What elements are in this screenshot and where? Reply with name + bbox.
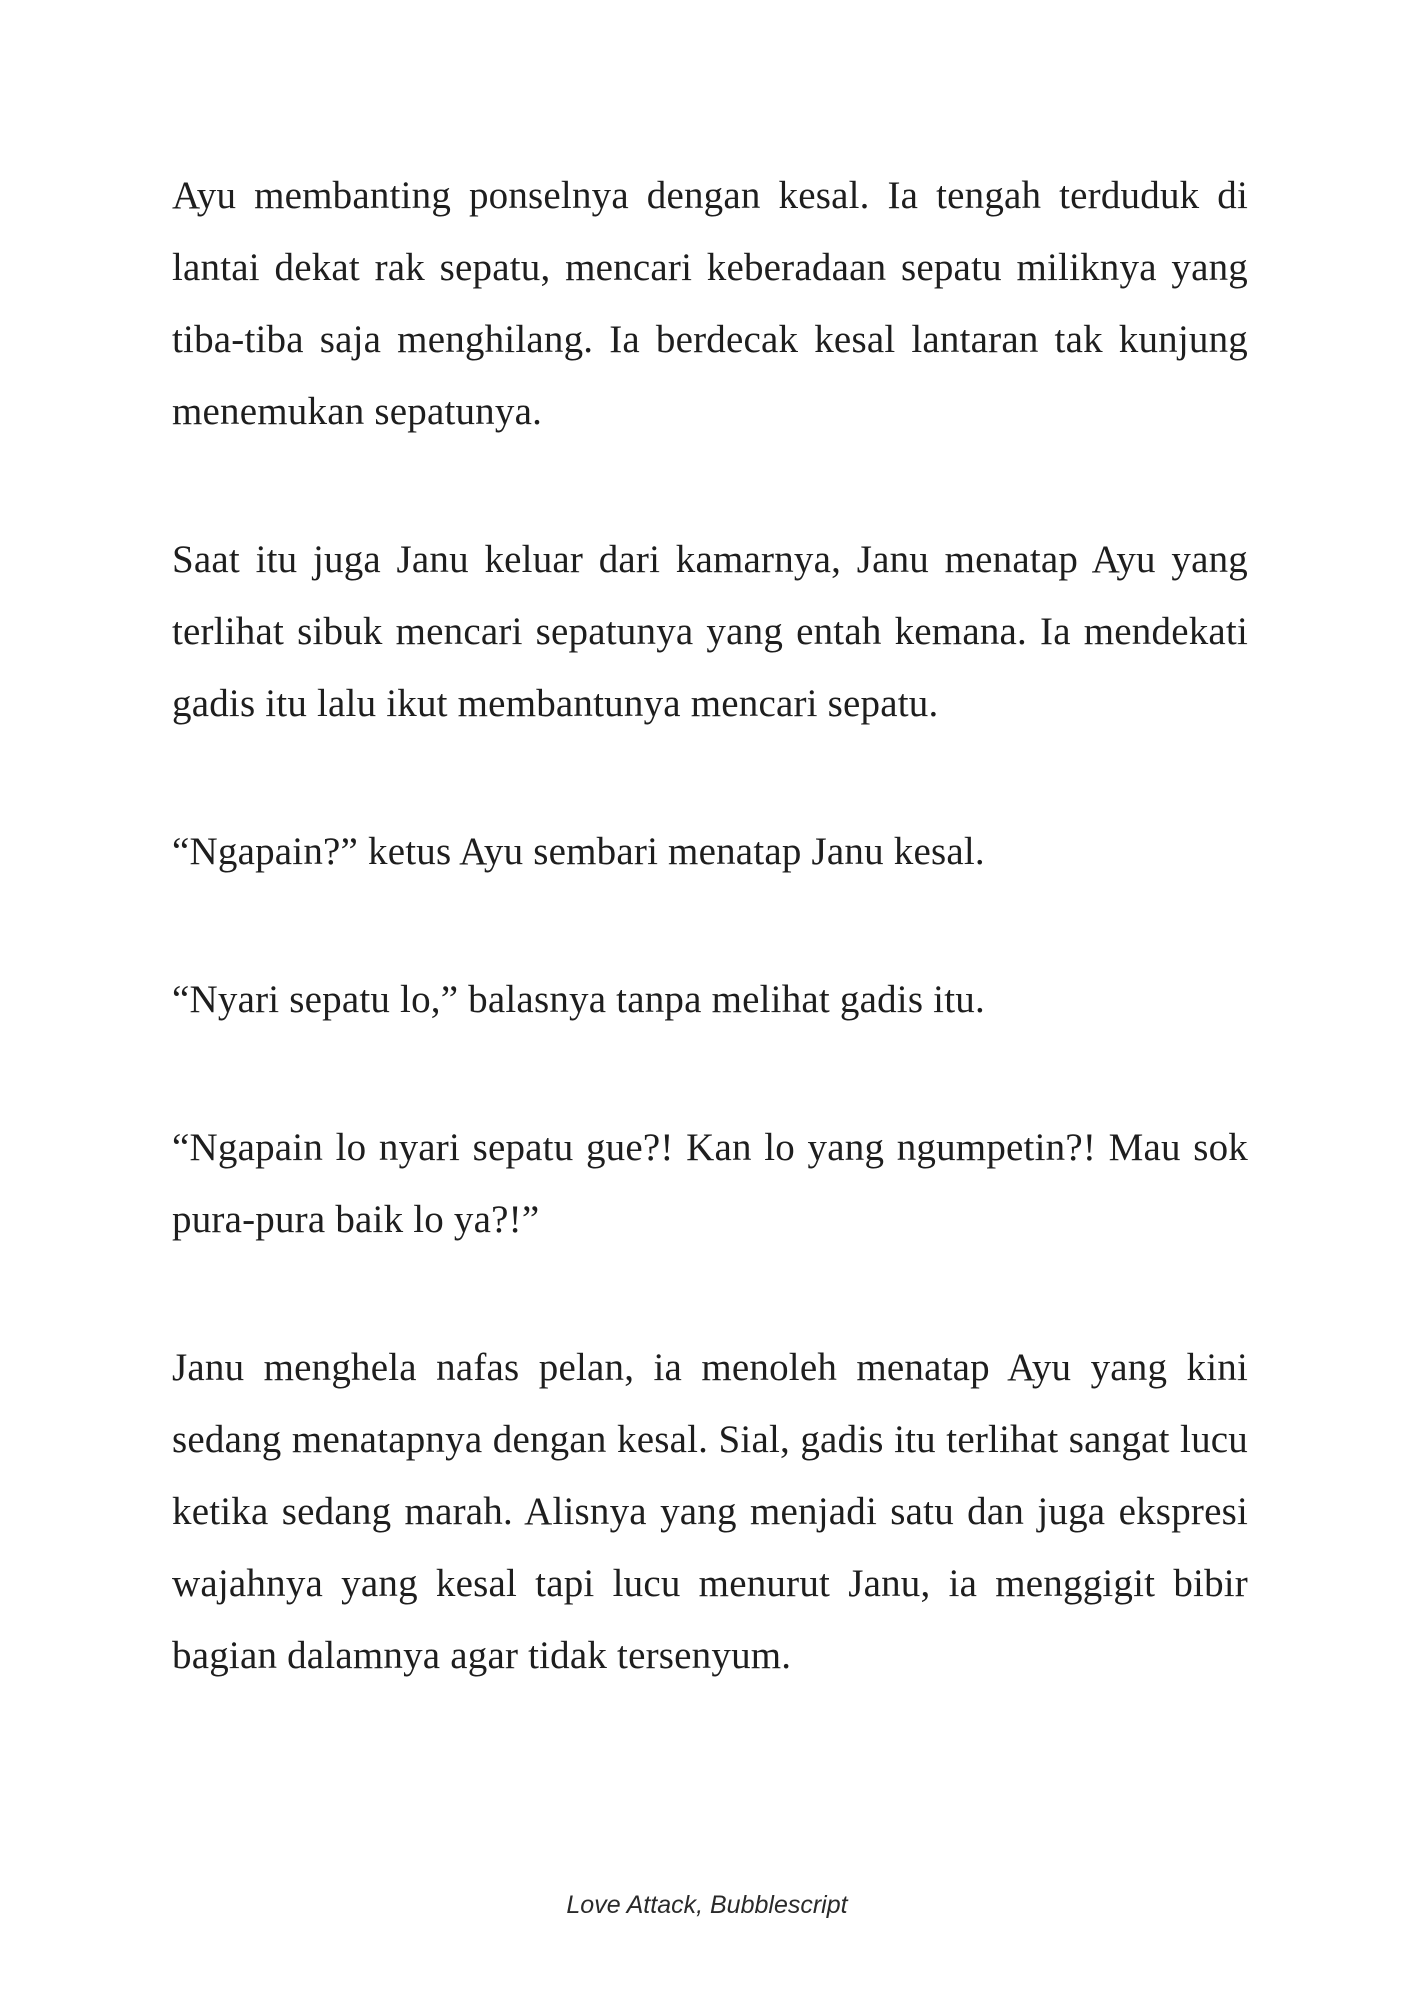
paragraph-2: Saat itu juga Janu keluar dari kamarnya, Janu menatap Ayu yang terlihat sibuk mencari sepatunya yang entah kemana. Ia mendekati gadis itu lalu ikut membantunya mencari sepatu.	[172, 538, 1248, 725]
paragraph-1: Ayu membanting ponselnya dengan kesal. Ia tengah terduduk di lantai dekat rak sepatu, mencari keberadaan sepatu miliknya yang tiba-tiba saja menghilang. Ia berdecak kesal lantaran tak kunjung menemukan sepatunya.	[172, 174, 1248, 433]
paragraph-6: Janu menghela nafas pelan, ia menoleh menatap Ayu yang kini sedang menatapnya dengan kesal. Sial, gadis itu terlihat sangat lucu ketika sedang marah. Alisnya yang menjadi satu dan juga ekspresi wajahnya yang kesal tapi lucu menurut Janu, ia menggigit bibir bagian dalamnya agar tidak tersenyum.	[172, 1346, 1248, 1677]
paragraph-4: “Nyari sepatu lo,” balasnya tanpa melihat gadis itu.	[172, 978, 985, 1021]
paragraph-3: “Ngapain?” ketus Ayu sembari menatap Janu kesal.	[172, 830, 985, 873]
paragraph-5: “Ngapain lo nyari sepatu gue?! Kan lo yang ngumpetin?! Mau sok pura-pura baik lo ya?!”	[172, 1126, 1248, 1241]
story-body	[172, 160, 1248, 1692]
page-footer: Love Attack, Bubblescript	[566, 1891, 848, 1919]
